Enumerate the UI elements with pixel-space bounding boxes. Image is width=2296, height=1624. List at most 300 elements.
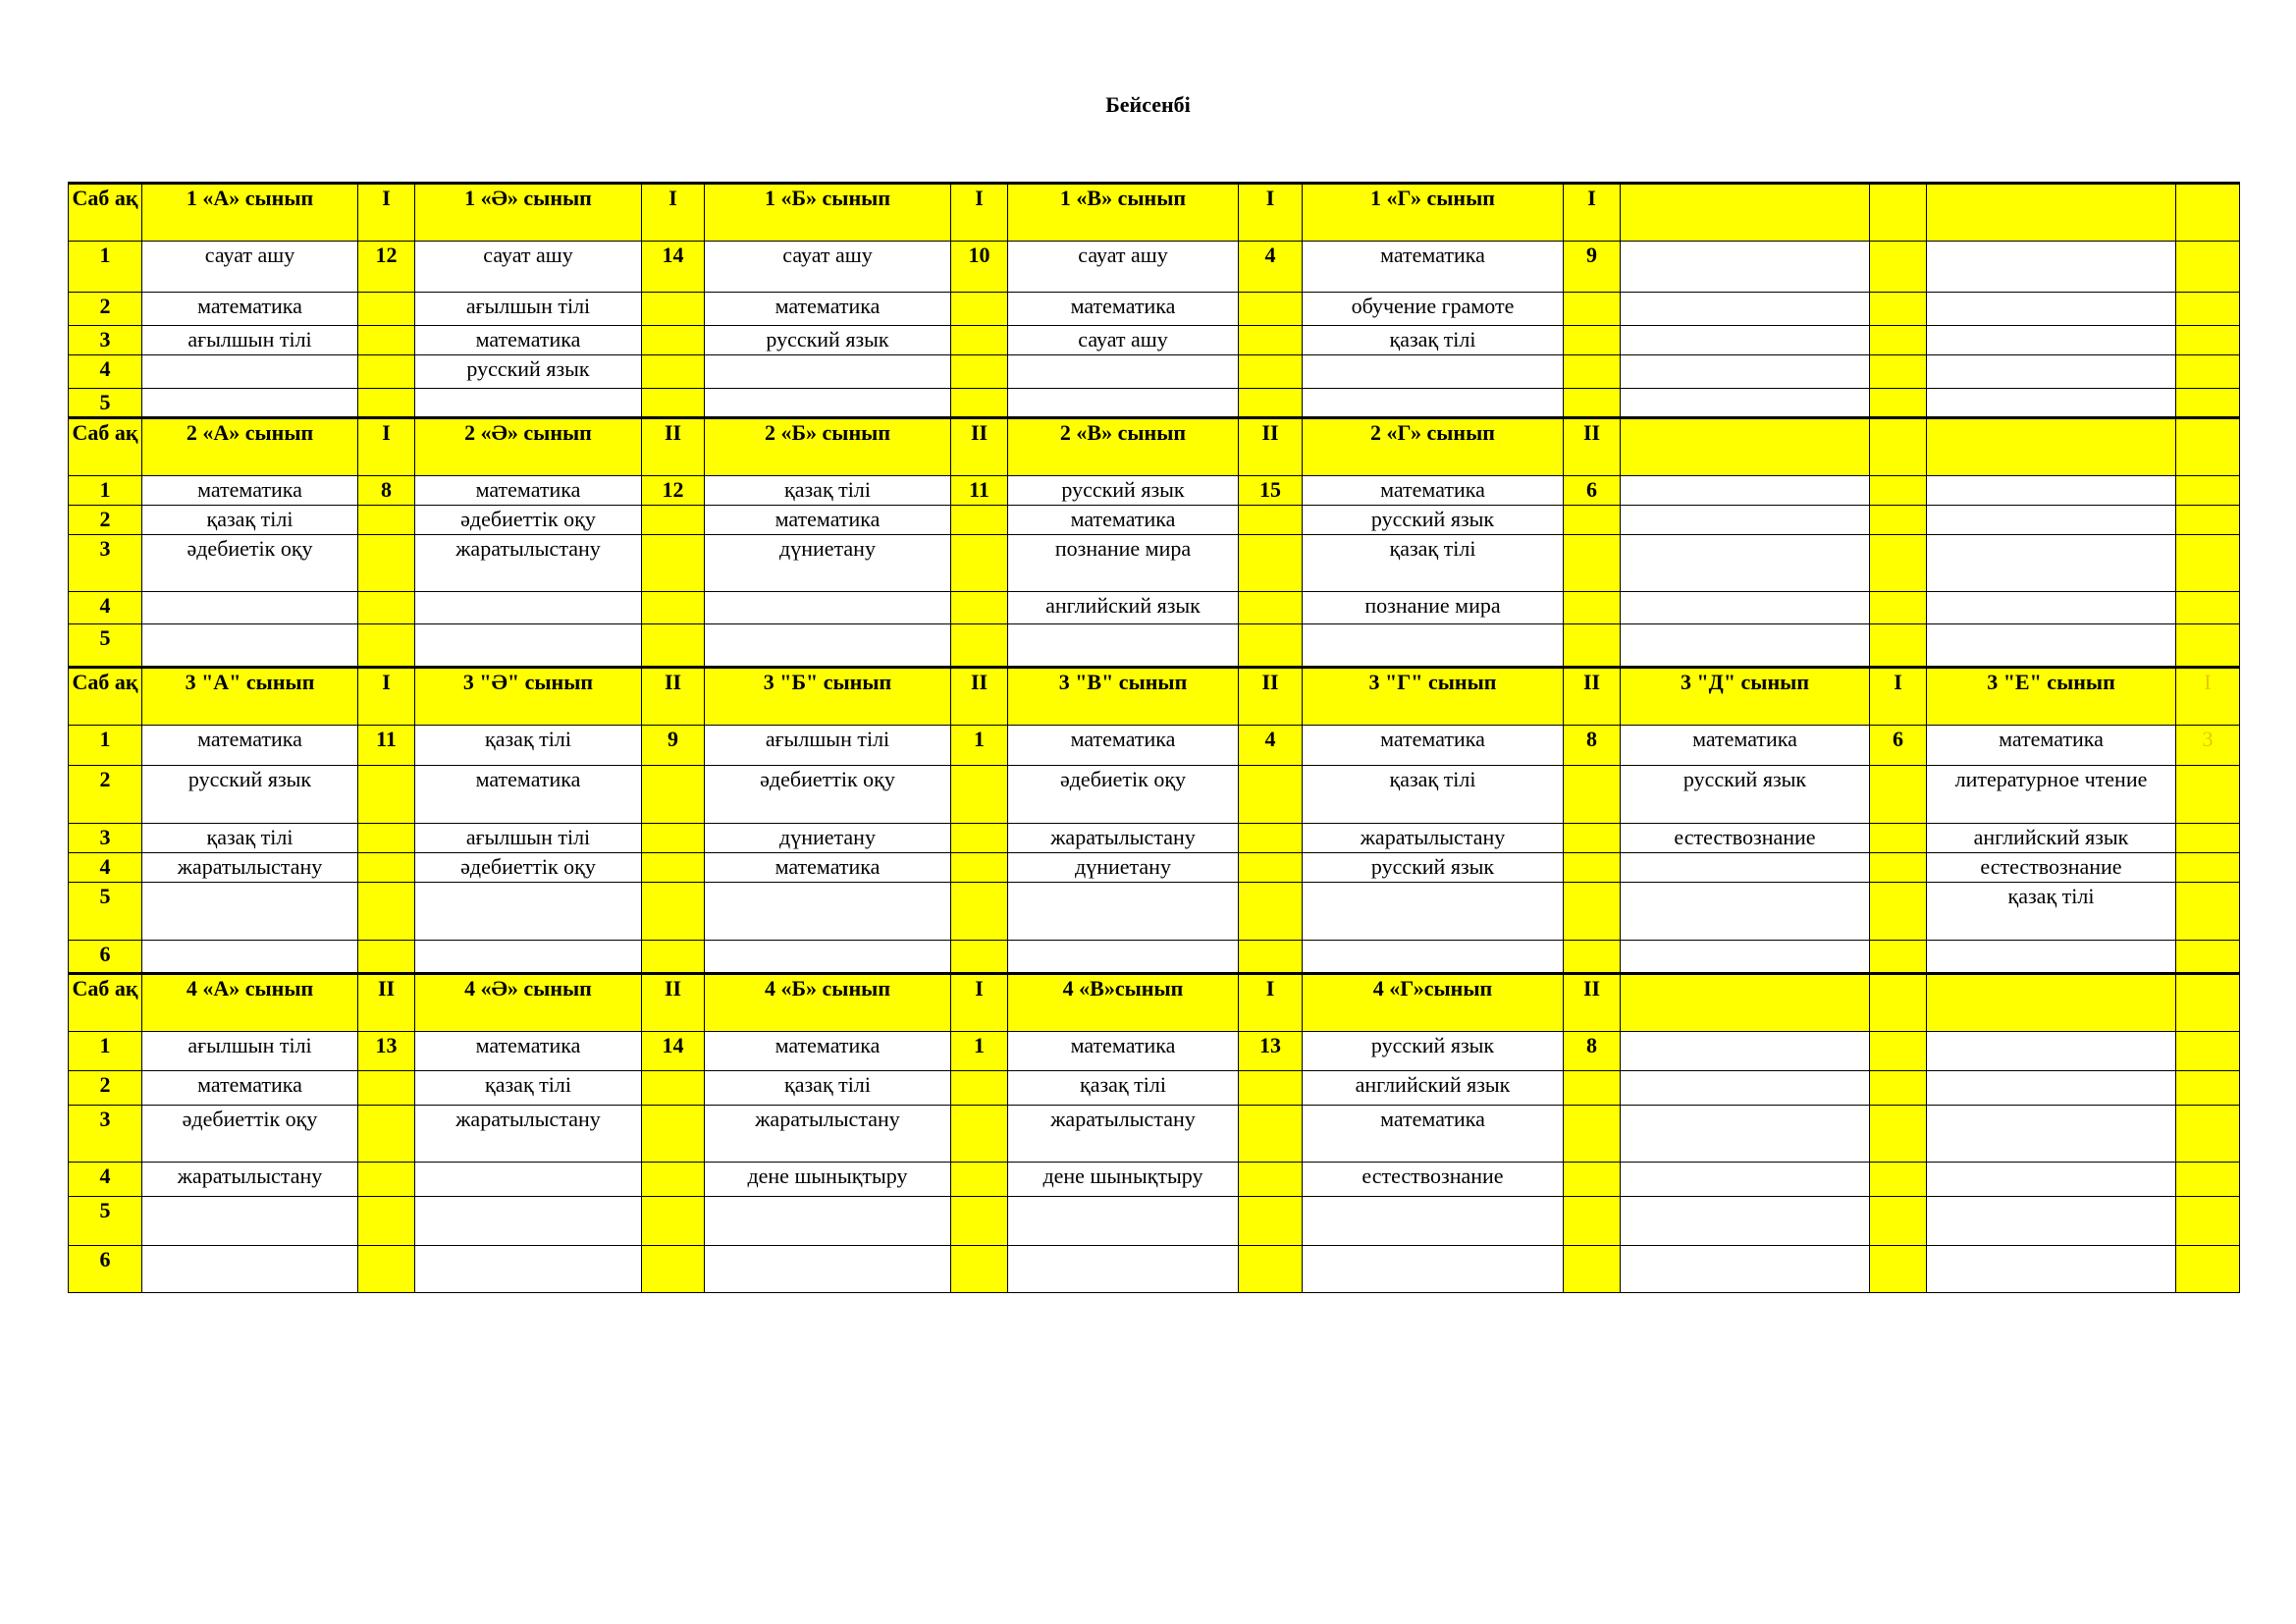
shift-header: I	[1564, 184, 1621, 242]
lesson-cell: русский язык	[705, 326, 951, 355]
lesson-number: 2	[69, 1071, 142, 1106]
room-cell	[642, 824, 705, 853]
lesson-cell	[1621, 476, 1870, 506]
lesson-cell	[1008, 624, 1239, 668]
shift-header: I	[951, 974, 1008, 1032]
lesson-cell	[1303, 1197, 1564, 1246]
lesson-cell: сауат ашу	[705, 242, 951, 293]
lesson-cell	[1621, 1246, 1870, 1293]
lesson-cell	[1927, 506, 2176, 535]
lesson-cell	[415, 592, 642, 624]
lesson-cell	[142, 1246, 358, 1293]
lesson-cell	[1303, 355, 1564, 389]
room-cell	[1564, 624, 1621, 668]
lesson-cell: жаратылыстану	[1008, 824, 1239, 853]
room-cell	[951, 824, 1008, 853]
lesson-cell	[1927, 1032, 2176, 1071]
block-header-row	[69, 974, 2240, 1032]
room-cell	[358, 1197, 415, 1246]
lesson-cell: қазақ тілі	[1303, 326, 1564, 355]
room-cell	[951, 1071, 1008, 1106]
lesson-number: 3	[69, 326, 142, 355]
shift-header: II	[951, 668, 1008, 726]
lesson-cell: жаратылыстану	[705, 1106, 951, 1163]
lesson-cell	[1303, 1246, 1564, 1293]
class-name-header: 4 «А» сынып	[142, 974, 358, 1032]
lesson-cell: ағылшын тілі	[142, 1032, 358, 1071]
lesson-cell: қазақ тілі	[1008, 1071, 1239, 1106]
lesson-row	[69, 476, 2240, 506]
lesson-cell: қазақ тілі	[415, 1071, 642, 1106]
room-cell	[1564, 293, 1621, 326]
shift-header	[2176, 184, 2240, 242]
room-cell	[1564, 389, 1621, 418]
room-cell	[1564, 1071, 1621, 1106]
room-cell: 4	[1239, 726, 1303, 766]
room-cell	[1564, 1163, 1621, 1197]
lesson-cell: дене шынықтыру	[1008, 1163, 1239, 1197]
lesson-row	[69, 1197, 2240, 1246]
room-cell	[1870, 326, 1927, 355]
room-cell	[1870, 242, 1927, 293]
class-name-header: 3 "Г" сынып	[1303, 668, 1564, 726]
room-cell	[1239, 389, 1303, 418]
lesson-cell: математика	[1008, 506, 1239, 535]
lesson-cell: әдебиеттік оқу	[142, 1106, 358, 1163]
room-cell: 8	[1564, 1032, 1621, 1071]
room-cell	[642, 766, 705, 824]
lesson-number: 1	[69, 476, 142, 506]
room-cell	[358, 389, 415, 418]
lesson-row	[69, 242, 2240, 293]
lesson-cell: русский язык	[1303, 506, 1564, 535]
lesson-cell	[142, 624, 358, 668]
lesson-cell: математика	[1008, 293, 1239, 326]
room-cell	[951, 326, 1008, 355]
lesson-cell: обучение грамоте	[1303, 293, 1564, 326]
lesson-number: 5	[69, 1197, 142, 1246]
room-cell	[2176, 624, 2240, 668]
shift-header: II	[951, 418, 1008, 476]
shift-header: II	[1564, 668, 1621, 726]
lesson-cell: литературное чтение	[1927, 766, 2176, 824]
class-name-header: 3 "Д" сынып	[1621, 668, 1870, 726]
lesson-cell: английский язык	[1008, 592, 1239, 624]
room-cell: 12	[358, 242, 415, 293]
room-cell	[2176, 941, 2240, 974]
class-name-header: 3 "А" сынып	[142, 668, 358, 726]
lesson-cell	[1927, 293, 2176, 326]
room-cell	[1870, 476, 1927, 506]
shift-header: I	[358, 184, 415, 242]
room-cell	[642, 1163, 705, 1197]
room-cell: 14	[642, 242, 705, 293]
lesson-cell: русский язык	[1008, 476, 1239, 506]
lesson-cell: математика	[1303, 476, 1564, 506]
lesson-cell: әдебиетік оқу	[142, 535, 358, 592]
room-cell	[1239, 293, 1303, 326]
room-cell	[2176, 1032, 2240, 1071]
lesson-cell	[1621, 853, 1870, 883]
lesson-cell: жаратылыстану	[1008, 1106, 1239, 1163]
room-cell	[951, 766, 1008, 824]
page-title: Бейсенбі	[1105, 92, 1191, 117]
room-cell: 9	[1564, 242, 1621, 293]
lesson-cell	[1008, 1197, 1239, 1246]
room-cell	[1239, 1163, 1303, 1197]
shift-header: II	[1239, 418, 1303, 476]
lesson-cell: жаратылыстану	[1303, 824, 1564, 853]
lesson-cell	[705, 941, 951, 974]
room-cell	[642, 941, 705, 974]
lesson-row	[69, 1246, 2240, 1293]
lesson-cell: сауат ашу	[142, 242, 358, 293]
room-cell	[358, 592, 415, 624]
room-cell	[1870, 293, 1927, 326]
lesson-cell	[1621, 242, 1870, 293]
lesson-row	[69, 1106, 2240, 1163]
shift-header: I	[642, 184, 705, 242]
room-cell	[642, 624, 705, 668]
room-cell	[358, 824, 415, 853]
lesson-cell	[1927, 1197, 2176, 1246]
lesson-cell	[415, 941, 642, 974]
lesson-cell	[705, 355, 951, 389]
shift-header: II	[1239, 668, 1303, 726]
room-cell	[951, 535, 1008, 592]
lesson-cell: математика	[1303, 242, 1564, 293]
lesson-cell: ағылшын тілі	[415, 824, 642, 853]
lesson-cell	[1621, 326, 1870, 355]
class-name-header: 1 «Г» сынып	[1303, 184, 1564, 242]
lesson-cell: ағылшын тілі	[705, 726, 951, 766]
lesson-cell	[415, 389, 642, 418]
lesson-cell: сауат ашу	[1008, 326, 1239, 355]
lesson-cell	[1927, 1071, 2176, 1106]
class-name-header: 2 «А» сынып	[142, 418, 358, 476]
shift-header	[2176, 418, 2240, 476]
room-cell	[358, 624, 415, 668]
lesson-cell	[142, 1197, 358, 1246]
lesson-cell	[142, 592, 358, 624]
lesson-cell: математика	[705, 506, 951, 535]
lesson-cell: математика	[142, 1071, 358, 1106]
room-cell	[1239, 1197, 1303, 1246]
lesson-cell: әдебиеттік оқу	[415, 853, 642, 883]
lesson-cell: дүниетану	[705, 535, 951, 592]
lesson-number: 3	[69, 535, 142, 592]
lesson-cell	[1008, 389, 1239, 418]
room-cell	[642, 355, 705, 389]
lesson-cell: қазақ тілі	[415, 726, 642, 766]
room-cell	[1239, 326, 1303, 355]
room-cell	[951, 592, 1008, 624]
lesson-number: 4	[69, 853, 142, 883]
room-cell	[951, 1106, 1008, 1163]
lesson-cell	[1927, 1106, 2176, 1163]
room-cell	[358, 853, 415, 883]
room-cell	[1870, 853, 1927, 883]
block-header-row	[69, 418, 2240, 476]
schedule-table	[68, 182, 2240, 1293]
room-cell	[1564, 853, 1621, 883]
room-cell	[642, 326, 705, 355]
shift-header: I	[951, 184, 1008, 242]
shift-header: II	[1564, 418, 1621, 476]
lesson-cell: дүниетану	[705, 824, 951, 853]
lesson-cell: английский язык	[1927, 824, 2176, 853]
shift-header: I	[1870, 668, 1927, 726]
lesson-cell: математика	[142, 293, 358, 326]
shift-header: II	[358, 974, 415, 1032]
lesson-cell: естествознание	[1621, 824, 1870, 853]
room-cell: 1	[951, 726, 1008, 766]
sabaq-header: Саб ақ	[69, 974, 142, 1032]
room-cell	[2176, 535, 2240, 592]
lesson-cell: қазақ тілі	[1303, 535, 1564, 592]
lesson-cell	[705, 592, 951, 624]
lesson-cell	[1927, 1246, 2176, 1293]
room-cell	[1870, 824, 1927, 853]
class-name-header: 4 «Б» сынып	[705, 974, 951, 1032]
lesson-cell	[415, 1246, 642, 1293]
class-name-header: 1 «А» сынып	[142, 184, 358, 242]
room-cell	[1564, 1197, 1621, 1246]
lesson-cell: английский язык	[1303, 1071, 1564, 1106]
room-cell: 8	[1564, 726, 1621, 766]
class-name-header: 1 «Ә» сынып	[415, 184, 642, 242]
block-header-row	[69, 668, 2240, 726]
lesson-row	[69, 293, 2240, 326]
room-cell	[1870, 1106, 1927, 1163]
lesson-cell: сауат ашу	[1008, 242, 1239, 293]
lesson-row	[69, 535, 2240, 592]
class-name-header	[1927, 184, 2176, 242]
lesson-number: 5	[69, 883, 142, 941]
shift-header	[2176, 974, 2240, 1032]
room-cell	[2176, 1106, 2240, 1163]
room-cell	[358, 1071, 415, 1106]
class-name-header	[1927, 974, 2176, 1032]
room-cell	[642, 293, 705, 326]
room-cell	[951, 1197, 1008, 1246]
lesson-cell	[1621, 355, 1870, 389]
room-cell	[1564, 535, 1621, 592]
lesson-row	[69, 355, 2240, 389]
room-cell	[1564, 941, 1621, 974]
lesson-number: 4	[69, 1163, 142, 1197]
lesson-cell	[1621, 1197, 1870, 1246]
room-cell	[1239, 941, 1303, 974]
room-cell	[951, 853, 1008, 883]
lesson-cell	[1621, 389, 1870, 418]
room-cell: 11	[358, 726, 415, 766]
lesson-cell	[1621, 1071, 1870, 1106]
lesson-cell	[1621, 883, 1870, 941]
lesson-cell: познание мира	[1008, 535, 1239, 592]
room-cell	[951, 355, 1008, 389]
room-cell	[1564, 592, 1621, 624]
lesson-number: 1	[69, 1032, 142, 1071]
room-cell	[642, 592, 705, 624]
room-cell	[358, 1106, 415, 1163]
lesson-number: 3	[69, 1106, 142, 1163]
lesson-cell	[1927, 624, 2176, 668]
lesson-row	[69, 883, 2240, 941]
class-name-header: 3 "В" сынып	[1008, 668, 1239, 726]
room-cell: 13	[1239, 1032, 1303, 1071]
lesson-number: 1	[69, 726, 142, 766]
room-cell	[642, 853, 705, 883]
room-cell	[642, 883, 705, 941]
lesson-cell: жаратылыстану	[142, 853, 358, 883]
room-cell	[2176, 883, 2240, 941]
room-cell	[358, 355, 415, 389]
class-name-header: 2 «В» сынып	[1008, 418, 1239, 476]
lesson-cell: познание мира	[1303, 592, 1564, 624]
lesson-cell: математика	[142, 726, 358, 766]
lesson-cell: қазақ тілі	[705, 1071, 951, 1106]
room-cell	[642, 1197, 705, 1246]
lesson-row	[69, 941, 2240, 974]
room-cell	[1870, 624, 1927, 668]
lesson-row	[69, 853, 2240, 883]
room-cell	[1870, 389, 1927, 418]
room-cell	[1564, 1106, 1621, 1163]
lesson-cell	[1927, 592, 2176, 624]
sabaq-header: Саб ақ	[69, 418, 142, 476]
lesson-cell: әдебиетік оқу	[1008, 766, 1239, 824]
lesson-cell: қазақ тілі	[705, 476, 951, 506]
lesson-cell	[1621, 535, 1870, 592]
room-cell	[358, 883, 415, 941]
lesson-number: 5	[69, 389, 142, 418]
lesson-cell	[142, 389, 358, 418]
class-name-header: 4 «Г»сынып	[1303, 974, 1564, 1032]
lesson-cell: жаратылыстану	[415, 1106, 642, 1163]
room-cell	[642, 389, 705, 418]
room-cell: 14	[642, 1032, 705, 1071]
lesson-cell	[1303, 389, 1564, 418]
lesson-number: 2	[69, 506, 142, 535]
lesson-cell: математика	[1008, 726, 1239, 766]
lesson-cell	[1303, 883, 1564, 941]
class-name-header: 2 «Ә» сынып	[415, 418, 642, 476]
room-cell	[2176, 824, 2240, 853]
room-cell	[1239, 766, 1303, 824]
room-cell	[1239, 592, 1303, 624]
lesson-cell	[1621, 1106, 1870, 1163]
lesson-cell: математика	[705, 1032, 951, 1071]
lesson-cell: жаратылыстану	[415, 535, 642, 592]
room-cell	[951, 293, 1008, 326]
room-cell	[642, 535, 705, 592]
lesson-cell	[705, 1197, 951, 1246]
room-cell	[2176, 326, 2240, 355]
lesson-cell	[1621, 592, 1870, 624]
room-cell	[1564, 766, 1621, 824]
room-cell	[1239, 624, 1303, 668]
lesson-cell: математика	[1621, 726, 1870, 766]
room-cell: 12	[642, 476, 705, 506]
lesson-cell	[1927, 389, 2176, 418]
lesson-cell	[142, 355, 358, 389]
room-cell	[2176, 389, 2240, 418]
lesson-cell	[705, 389, 951, 418]
room-cell	[1870, 1163, 1927, 1197]
room-cell	[1239, 824, 1303, 853]
lesson-row	[69, 506, 2240, 535]
lesson-cell	[415, 1197, 642, 1246]
lesson-cell	[415, 1163, 642, 1197]
lesson-cell: жаратылыстану	[142, 1163, 358, 1197]
room-cell: 9	[642, 726, 705, 766]
room-cell	[642, 1106, 705, 1163]
class-name-header: 4 «Ә» сынып	[415, 974, 642, 1032]
lesson-cell	[1303, 941, 1564, 974]
lesson-row	[69, 1163, 2240, 1197]
lesson-cell	[705, 883, 951, 941]
lesson-cell	[142, 941, 358, 974]
lesson-cell: русский язык	[1303, 1032, 1564, 1071]
lesson-cell	[1621, 293, 1870, 326]
room-cell	[951, 506, 1008, 535]
room-cell	[1870, 1197, 1927, 1246]
room-cell	[2176, 592, 2240, 624]
lesson-row	[69, 326, 2240, 355]
room-cell	[1239, 506, 1303, 535]
lesson-cell: ағылшын тілі	[415, 293, 642, 326]
room-cell	[1564, 1246, 1621, 1293]
lesson-cell	[142, 883, 358, 941]
room-cell	[358, 293, 415, 326]
room-cell	[1239, 1246, 1303, 1293]
lesson-number: 4	[69, 592, 142, 624]
lesson-cell: қазақ тілі	[142, 824, 358, 853]
shift-header	[1870, 184, 1927, 242]
room-cell: 8	[358, 476, 415, 506]
lesson-cell	[1927, 326, 2176, 355]
room-cell: 1	[951, 1032, 1008, 1071]
room-cell	[2176, 1246, 2240, 1293]
room-cell	[2176, 293, 2240, 326]
class-name-header: 3 "Е" сынып	[1927, 668, 2176, 726]
room-cell	[358, 1246, 415, 1293]
lesson-cell	[415, 624, 642, 668]
lesson-cell	[415, 883, 642, 941]
room-cell: 4	[1239, 242, 1303, 293]
lesson-cell: математика	[1303, 1106, 1564, 1163]
lesson-cell: әдебиеттік оқу	[705, 766, 951, 824]
room-cell	[1564, 824, 1621, 853]
lesson-cell: русский язык	[1303, 853, 1564, 883]
lesson-cell: русский язык	[1621, 766, 1870, 824]
lesson-row	[69, 1032, 2240, 1071]
room-cell	[642, 1071, 705, 1106]
room-cell	[951, 1163, 1008, 1197]
lesson-cell	[1008, 941, 1239, 974]
shift-header: II	[642, 668, 705, 726]
class-name-header: 1 «В» сынып	[1008, 184, 1239, 242]
room-cell	[1564, 326, 1621, 355]
room-cell: 13	[358, 1032, 415, 1071]
room-cell	[951, 1246, 1008, 1293]
lesson-number: 4	[69, 355, 142, 389]
room-cell: 10	[951, 242, 1008, 293]
lesson-row	[69, 1071, 2240, 1106]
lesson-cell	[705, 1246, 951, 1293]
lesson-cell	[1927, 1163, 2176, 1197]
